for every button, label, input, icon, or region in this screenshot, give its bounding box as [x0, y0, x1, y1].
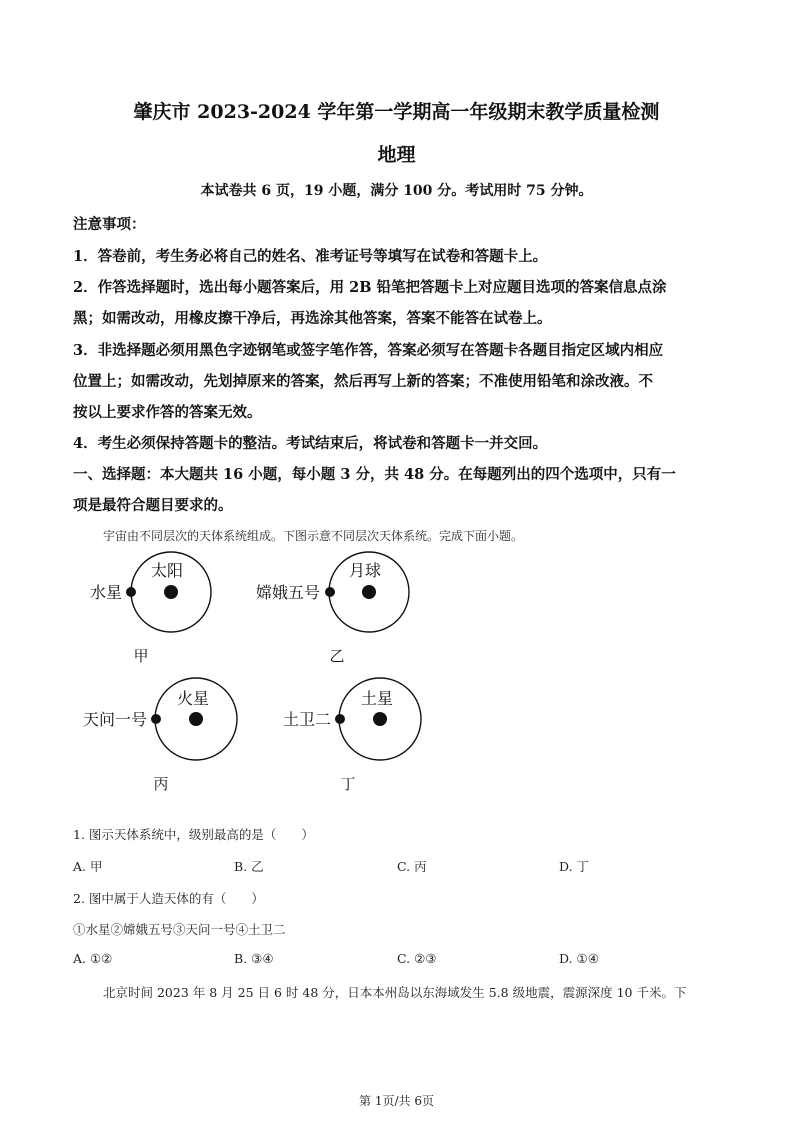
- exam-title: 肇庆市 2023-2024 学年第一学期高一年级期末教学质量检测: [133, 101, 660, 123]
- central-body-label: 火星: [176, 689, 210, 708]
- central-body-label: 月球: [348, 561, 382, 580]
- diagram-jia: [90, 552, 211, 665]
- question-1-option-d: D. 丁: [559, 859, 590, 874]
- diagram-bing: [83, 678, 237, 793]
- diagram-label: 丁: [340, 775, 356, 793]
- orbiter-dot: [325, 587, 335, 597]
- notes-heading: 注意事项：: [73, 216, 146, 233]
- next-question-intro: 北京时间 2023 年 8 月 25 日 6 时 48 分，日本本州岛以东海域发生 5.8 级地震，震源深度 10 千米。下: [103, 985, 687, 1000]
- section-heading: 一、选择题：本大题共 16 小题，每小题 3 分，共 48 分。在每题列出的四个选项中，只有一: [73, 466, 676, 483]
- central-body-dot: [362, 585, 376, 599]
- orbiter-label: 天问一号: [82, 710, 147, 729]
- diagram-label: 丙: [153, 775, 169, 793]
- page-footer: 第 1页/共 6页: [359, 1094, 434, 1108]
- orbiter-dot: [126, 587, 136, 597]
- question-2-option-c: C. ②③: [397, 951, 437, 966]
- note-line: 黑；如需改动，用橡皮擦干净后，再选涂其他答案，答案不能答在试卷上。: [73, 310, 552, 327]
- subject-title: 地理: [377, 144, 416, 166]
- diagram-label: 乙: [329, 647, 345, 665]
- note-line: 按以上要求作答的答案无效。: [73, 404, 262, 421]
- question-1-option-b: B. 乙: [234, 859, 264, 874]
- central-body-label: 太阳: [150, 561, 184, 580]
- note-line: 3．非选择题必须用黑色字迹钢笔或签字笔作答，答案必须写在答题卡各题目指定区域内相应: [73, 342, 664, 359]
- orbiter-dot: [151, 714, 161, 724]
- celestial-systems-diagram: [0, 545, 793, 805]
- orbiter-dot: [335, 714, 345, 724]
- orbiter-label: 土卫二: [282, 710, 331, 729]
- central-body-label: 土星: [360, 689, 394, 708]
- question-2-option-b: B. ③④: [234, 951, 274, 966]
- question-1-option-c: C. 丙: [397, 859, 427, 874]
- note-line: 2．作答选择题时，选出每小题答案后，用 2B 铅笔把答题卡上对应题目选项的答案信息点涂: [73, 279, 667, 296]
- diagram-label: 甲: [133, 647, 149, 665]
- question-2-option-d: D. ①④: [559, 951, 599, 966]
- question-1-option-a: A. 甲: [73, 859, 103, 874]
- question-intro: 宇宙由不同层次的天体系统组成。下图示意不同层次天体系统。完成下面小题。: [103, 529, 524, 543]
- section-heading-cont: 项是最符合题目要求的。: [73, 497, 233, 514]
- question-2-option-a: A. ①②: [73, 951, 113, 966]
- note-line: 位置上；如需改动，先划掉原来的答案，然后再写上新的答案；不准使用铅笔和涂改液。不: [73, 373, 653, 390]
- central-body-dot: [189, 712, 203, 726]
- question-2-items: ①水星②嫦娥五号③天问一号④土卫二: [73, 922, 286, 937]
- orbiter-label: 嫦娥五号: [255, 583, 320, 602]
- question-2-stem: 2. 图中属于人造天体的有（ ）: [73, 891, 264, 906]
- note-line: 1．答卷前，考生务必将自己的姓名、准考证号等填写在试卷和答题卡上。: [73, 248, 548, 265]
- question-1-stem: 1. 图示天体系统中，级别最高的是（ ）: [73, 827, 314, 842]
- diagram-ding: [283, 678, 421, 793]
- central-body-dot: [164, 585, 178, 599]
- central-body-dot: [373, 712, 387, 726]
- orbiter-label: 水星: [89, 583, 122, 602]
- diagram-yi: [256, 552, 409, 665]
- note-line: 4．考生必须保持答题卡的整洁。考试结束后，将试卷和答题卡一并交回。: [73, 435, 548, 452]
- exam-info: 本试卷共 6 页，19 小题，满分 100 分。考试用时 75 分钟。: [200, 183, 593, 199]
